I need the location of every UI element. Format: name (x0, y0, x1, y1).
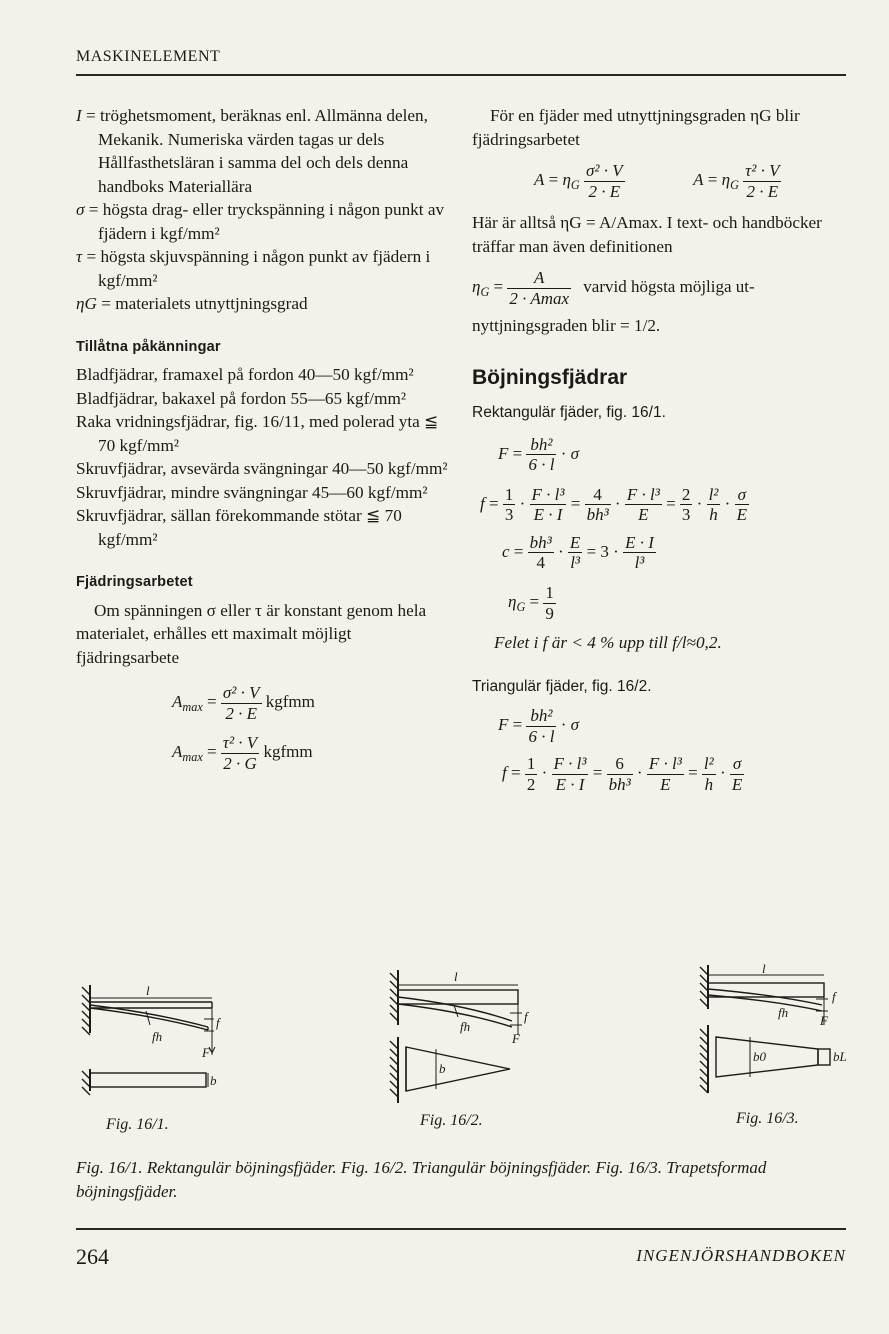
mark-l: l (146, 983, 150, 998)
mark-bL: bL (833, 1049, 847, 1064)
mark-F: F (512, 1031, 520, 1046)
eq-rect-c: c = $\frac{\text{bh³}}{4}$ · $\frac{E}{\text{l³}}$ = 3 · $\frac{E \cdot I}{\text{l³}}$ (502, 532, 654, 573)
intro-text: För en fjäder med utnyttjningsgraden ηG blir fjädringsarbetet (472, 106, 800, 149)
mark-b: b (210, 1073, 217, 1088)
right-column (472, 104, 846, 794)
allowed-item: Raka vridningsfjädrar, fig. 16/11, med polerad yta ≦ 70 kgf/mm² (76, 412, 439, 455)
symbol-def-sigma: σ = högsta drag- eller tryckspänning i någon punkt av fjädern i kgf/mm² (76, 200, 445, 243)
header-rule (76, 74, 846, 76)
figure-caption: Fig. 16/1. Rektangulär böjningsfjäder. Fig. 16/2. Triangulär böjningsfjäder. Fig. 16/3. Trapetsformad böjningsfjäder. (76, 1158, 767, 1201)
eq-eta-def: $\eta_G$ = $\frac{A}{2 \cdot Amax}$ varvid högsta möjliga ut- (472, 268, 755, 308)
error-note: Felet i f är < 4 % upp till f/l≈0,2. (494, 633, 722, 653)
section-title: Böjningsfjädrar (472, 365, 628, 389)
symbol-def-tau: τ = högsta skjuvspänning i någon punkt av fjädern i kgf/mm² (76, 247, 431, 290)
mark-f: f (832, 989, 836, 1004)
mark-fh: fh (152, 1029, 163, 1044)
mark-l: l (454, 969, 458, 984)
eq-rect-F: F = $\frac{\text{bh²}}{6 \cdot l}$ · σ (498, 434, 580, 475)
eq-tri-f: f = $\frac{1}{2}$ · $\frac{\text{F · l³}}{E \cdot I}$ = $\frac{6}{\text{bh³}}$ · $\frac{\text{F · l³}}{E}$ = $\frac{\text{l²}}{h}$ · $\frac{\sigma}{E}$ (502, 754, 743, 794)
work-heading: Fjädringsarbetet (76, 574, 193, 590)
mark-F: F (202, 1045, 210, 1060)
mark-l: l (762, 961, 766, 976)
allowed-item: Skruvfjädrar, sällan förekommande stötar ≦ 70 kgf/mm² (76, 506, 402, 549)
fig-label-16-2: Fig. 16/2. (420, 1112, 483, 1129)
mark-fh: fh (778, 1005, 789, 1020)
mark-f: f (216, 1015, 220, 1030)
eq-rect-eta: $\eta_G$ = $\frac{1}{9}$ (508, 582, 554, 623)
eq-amax-sigma: $A_{max}$ = $\frac{\text{σ² · V}}{2 \cdot E}$ kgfmm (172, 683, 315, 723)
mark-fh: fh (460, 1019, 471, 1034)
eq-amax-tau: $A_{max}$ = $\frac{\text{τ² · V}}{2 \cdot G}$ kgfmm (172, 733, 313, 773)
symbol-def-eta: ηG = materialets utnyttjningsgrad (76, 294, 308, 313)
fig-16-1-drawing (82, 985, 215, 1095)
allowed-item: Bladfjädrar, bakaxel på fordon 55—65 kgf/mm² (76, 388, 406, 408)
fig-16-2-drawing (390, 970, 522, 1103)
allowed-item: Skruvfjädrar, avsevärda svängningar 40—50 kgf/mm² (76, 459, 448, 478)
allowed-heading: Tillåtna påkänningar (76, 338, 221, 355)
eta-half-text: nyttjningsgraden blir = 1/2. (472, 316, 661, 336)
fig-16-3-drawing (700, 965, 830, 1093)
fig-label-16-3: Fig. 16/3. (736, 1110, 799, 1127)
mark-F: F (820, 1013, 828, 1028)
mark-f: f (524, 1009, 528, 1024)
book-title: INGENJÖRSHANDBOKEN (636, 1246, 846, 1265)
eq-A-pair: $A = \eta_G$ $\frac{\text{σ² · V}}{2 \cdot E}$ $A = \eta_G$ $\frac{\text{τ² · V}}{2 \cdot E}$ (534, 161, 780, 201)
tri-heading: Triangulär fjäder, fig. 16/2. (472, 677, 652, 695)
rect-heading: Rektangulär fjäder, fig. 16/1. (472, 404, 666, 422)
allowed-item: Skruvfjädrar, mindre svängningar 45—60 kgf/mm² (76, 482, 428, 502)
footer-rule (76, 1228, 846, 1230)
left-column (76, 104, 448, 773)
running-header: MASKINELEMENT (76, 48, 221, 65)
allowed-item: Bladfjädrar, framaxel på fordon 40—50 kgf/mm² (76, 365, 414, 384)
mark-b: b (439, 1061, 446, 1076)
page-number: 264 (76, 1244, 109, 1269)
eq-tri-F: F = $\frac{\text{bh²}}{6 \cdot l}$ · σ (498, 706, 580, 746)
work-text: Om spänningen σ eller τ är konstant genom hela materialet, erhålles ett maximalt möjligt fjädringsarbete (76, 600, 427, 667)
mark-b0: b0 (753, 1049, 766, 1064)
fig-label-16-1: Fig. 16/1. (106, 1116, 169, 1133)
definition-text: Här är alltså ηG = A/Amax. I text- och handböcker träffar man även definitionen (472, 213, 822, 256)
eq-rect-f: f = $\frac{1}{3}$ · $\frac{\text{F · l³}}{E \cdot I}$ = $\frac{4}{\text{bh³}}$ · $\frac{\text{F · l³}}{E}$ = $\frac{2}{3}$ · $\frac{\text{l²}}{h}$ · $\frac{\sigma}{E}$ (480, 484, 747, 525)
symbol-def-I: I = tröghetsmoment, beräknas enl. Allmänna delen, Mekanik. Numeriska värden tagas ur dels Hållfasthetsläran i samma del och dels denna handboks Materiallära (76, 106, 428, 196)
